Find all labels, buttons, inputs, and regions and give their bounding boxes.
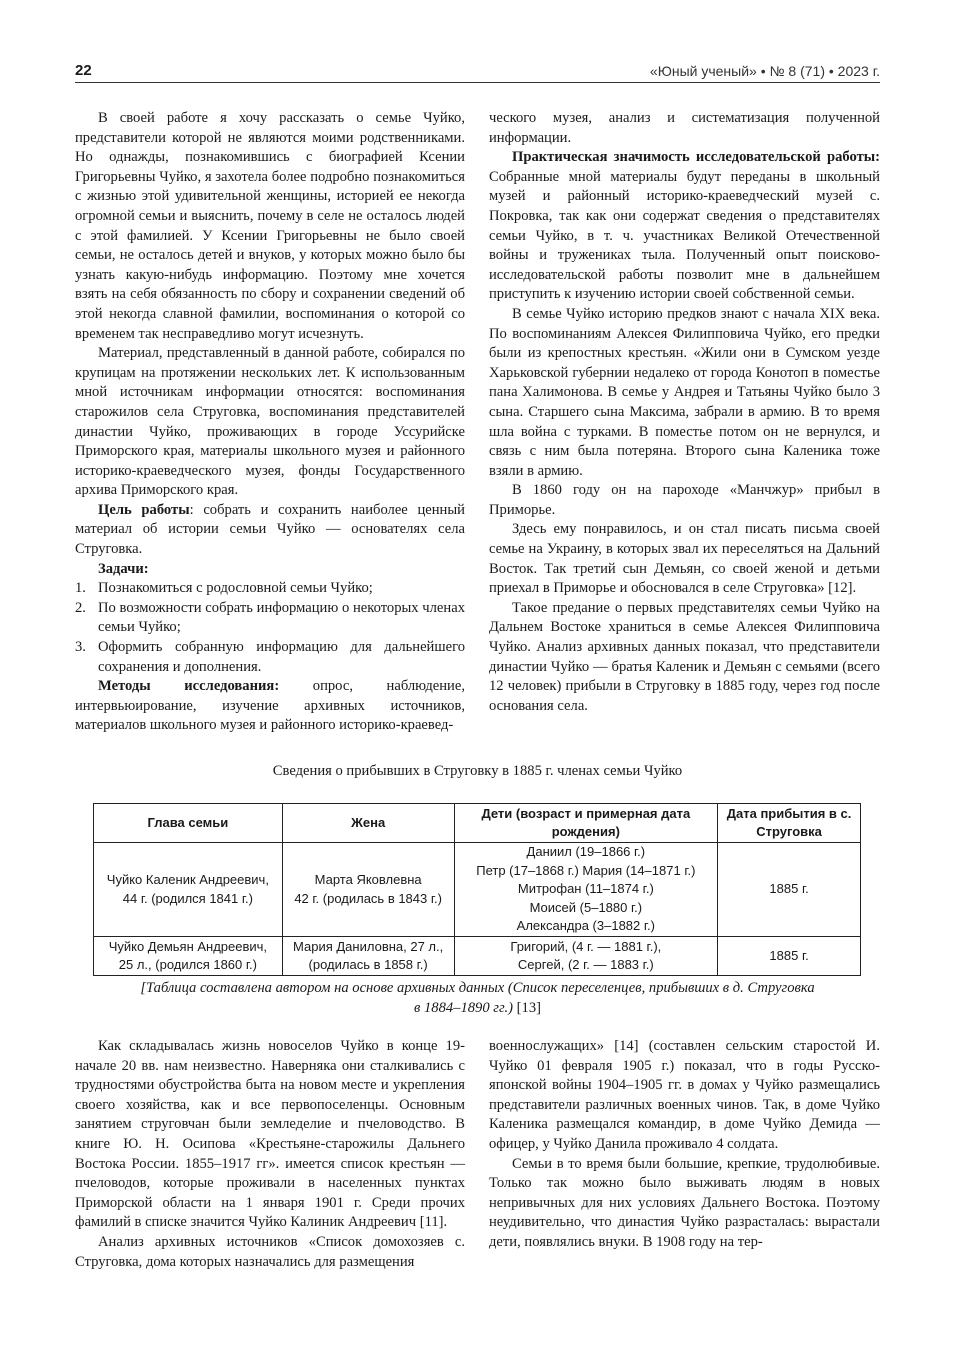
table-row [94,937,861,976]
practical-paragraph [489,148,880,305]
table-cell: Мария Даниловна, 27 л., (родилась в 1858 г.) [282,937,454,976]
paragraph: Анализ архивных источников «Список домохозяев с. Струговка, дома которых назначались для размещения [75,1233,465,1270]
column-header: Жена [282,804,454,843]
methods-paragraph [75,677,465,736]
right-column-top [489,109,880,716]
paragraph: В своей работе я хочу рассказать о семье Чуйко, представители которой не являются моими родственниками. Но однажды, познакомившись с биографией Ксении Григорьевны Чуйко, я захотела более подробно познакомиться с жизнью этой удивительной женщины, историей ее некогда огромной семьи и выяснить, почему в селе не осталось людей с этой фамилией. У Ксении Григорьевны не было своей семьи, не осталось детей и внуков, у которых можно было бы узнать какую-нибудь информацию. Поэтому мне хочется взять на себя обязанность по сбору и сохранении сведений об этой некогда славной фамилии, воспоминания о которой со временем так несправедливо могут исчезнуть. [75,110,465,342]
paragraph: Здесь ему понравилось, и он стал писать письма своей семье на Украину, в которых звал их переселяться на Дальний Восток. Так третий сын Демьян, со своей женой и детьми приехал в Приморье и обосновался в селе Струговка» [12]. [489,521,880,597]
table-cell: Григорий, (4 г. — 1881 г.), Сергей, (2 г. — 1883 г.) [454,937,718,976]
paragraph: Такое предание о первых представителях семьи Чуйко на Дальнем Востоке храниться в семье Алексея Филипповича Чуйко. Анализ архивных данных показал, что представители династии Чуйко — братья Каленик и Демьян с семьями (всего 12 человек) прибыли в Струговку в 1885 году, через год после основания села. [489,599,880,714]
column-header: Глава семьи [94,804,283,843]
paragraph: Семьи в то время были большие, крепкие, трудолюбивые. Только так можно было выживать людям в новых непривычных для них условиях Дальнего Востока. Поэтому неудивительно, что династия Чуйко разрасталась: вырастали дети, появлялись внуки. В 1908 году на тер- [489,1155,880,1250]
paragraph: В семье Чуйко историю предков знают с начала XIX века. По воспоминаниям Алексея Филипповича Чуйко, его предки были из крепостных крестьян. «Жили они в Сумском уезде Харьковской губернии недалеко от города Конотоп в поместье пана Халимонова. В семье у Андрея и Татьяны Чуйко было 3 сына. Старшего сына Максима, забрали в армию. В то время шла война с турками. В поместье потом он не вернулся, и связь с ним была потеряна. Второго сына Каленика тоже взяли в армию. [489,305,880,479]
family-table [93,803,861,976]
table-row [94,843,861,937]
list-item: 2. По возможности собрать информацию о некоторых членах семьи Чуйко; [75,599,465,636]
goal-paragraph [75,501,465,560]
methods-label: Методы исследования: [98,678,280,695]
page-header [75,60,880,83]
paragraph: В 1860 году он на пароходе «Манчжур» прибыл в Приморье. [489,482,880,518]
paragraph: военнослужащих» [14] (составлен сельским старостой И. Чуйко 01 февраля 1905 г.) показал, что в годы Русско-японской войны 1904–1905 гг. в домах у Чуйко размещались представители различных военных чинов. Так, в доме Чуйко Каленика размещался командир, в доме Чуйко Демида — офицер, у Чуйко Данила проживало 4 солдата. [489,1038,880,1152]
table-cell: Чуйко Демьян Андреевич, 25 л., (родился 1860 г.) [94,937,283,976]
table-cell: 1885 г. [718,937,861,976]
paragraph: Материал, представленный в данной работе, собирался по крупицам на протяжении нескольких лет. К использованным мной источникам информации относятся: воспоминания старожилов села Струговка, воспоминания представителей династии Чуйко, проживающих в городе Уссурийске Приморского края, материалы школьного музея и районного историко-краеведческого музея, фонды Государственного архива Приморского края. [75,345,465,499]
list-item: 3. Оформить собранную информацию для дальнейшего сохранения и дополнения. [75,639,465,675]
goal-label: Цель работы [98,501,190,518]
table-cell: Чуйко Каленик Андреевич, 44 г. (родился 1841 г.) [94,843,283,937]
practical-label: Практическая значимость исследовательской работы: [512,149,880,166]
table-note: [Таблица составлена автором на основе архивных данных (Список переселенцев, прибывших в д. Струговка в 1884–1890 гг.) [13] [140,980,815,1016]
table-header-row [94,804,861,843]
left-column-bottom [75,1037,465,1272]
table-cell: 1885 г. [718,843,861,937]
goal-text: : собрать и сохранить наиболее ценный материал об истории семьи Чуйко — основателях села Струговка. [75,501,465,558]
right-column-bottom [489,1037,880,1253]
table-caption: Сведения о прибывших в Струговку в 1885 г. членах семьи Чуйко [272,763,683,779]
table-cell: Даниил (19–1866 г.) Петр (17–1868 г.) Мария (14–1871 г.) Митрофан (11–1874 г.) Моисей (5–1880 г.) Александра (3–1882 г.) [454,843,718,937]
practical-text: Собранные мной материалы будут переданы в школьный музей и районный историко-краеведческий музей с. Покровка, так как они содержат сведения о представителях семьи Чуйко, в т. ч. участниках Великой Отечественной войны и тружениках тыла. Полученный опыт поисково-исследовательской работы позволит мне в дальнейшем приступить к изучению истории своей собственной семьи. [489,168,880,303]
column-header: Дети (возраст и примерная дата рождения) [454,804,718,843]
table-cell: Марта Яковлевна 42 г. (родилась в 1843 г.) [282,843,454,937]
list-item: 1. Познакомиться с родословной семьи Чуйко; [75,580,373,597]
left-column-top [75,109,465,736]
paragraph: Как складывалась жизнь новоселов Чуйко в конце 19-начале 20 вв. нам неизвестно. Наверняка они сталкивались с трудностями обустройства быта на новом месте и укрепления своего хозяйства, как и все первопоселенцы. Основным занятием струговчан были земледелие и пчеловодство. В книге Ю. Н. Осипова «Крестьяне-старожилы Дальнего Востока России. 1855–1917 гг». имеется список крестьян — пчеловодов, которые проживали в населенных пунктах Приморской области на 1 января 1901 г. Среди прочих фамилий в списке значится Чуйко Калиник Андреевич [11]. [75,1038,465,1231]
methods-text: опрос, наблюдение, интервьюирование, изучение архивных источников, материалов школьного музея и районного историко-краевед- [75,678,465,734]
paragraph: ческого музея, анализ и систематизация полученной информации. [489,110,880,146]
column-header: Дата прибытия в с. Струговка [718,804,861,843]
tasks-heading: Задачи: [98,560,149,577]
page-number: 22 [75,62,92,79]
journal-info: «Юный ученый» • № 8 (71) • 2023 г. [649,63,880,79]
